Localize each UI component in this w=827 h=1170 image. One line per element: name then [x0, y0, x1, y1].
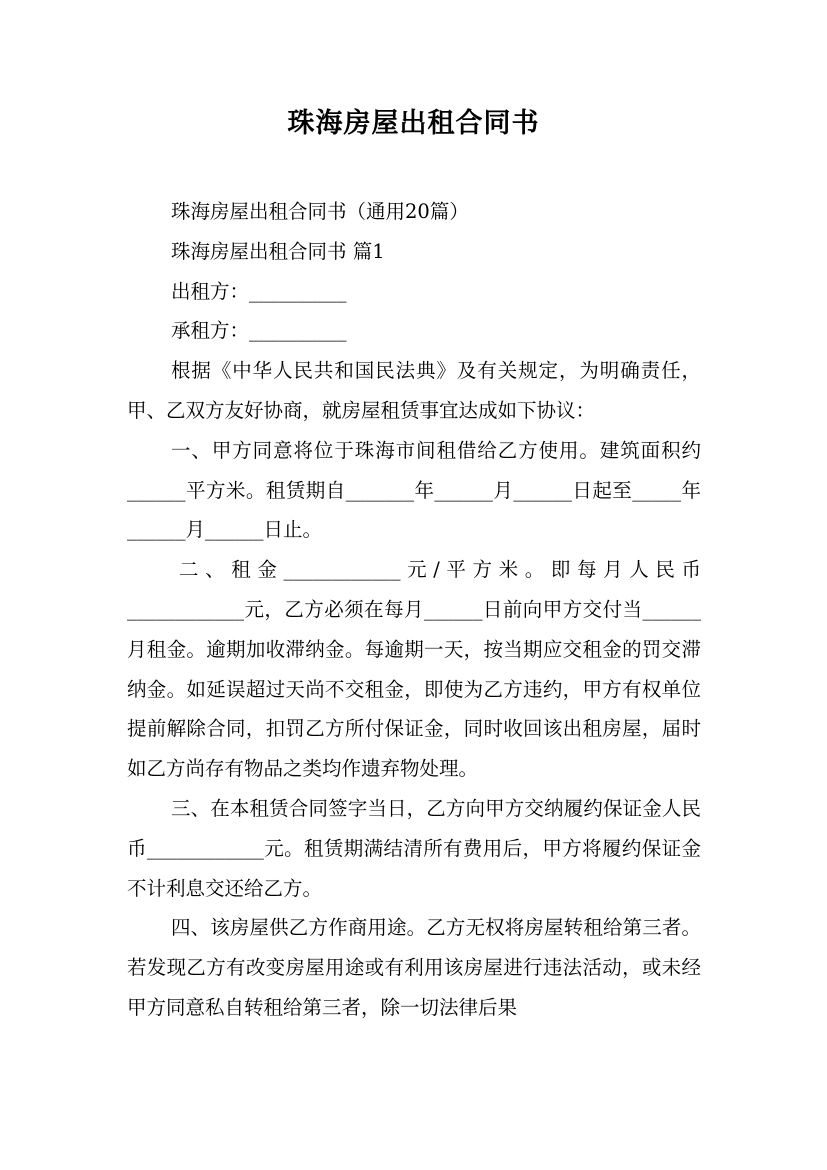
paragraph-section-heading: 珠海房屋出租合同书 篇1	[171, 239, 385, 263]
paragraph-clause-1: 一、甲方同意将位于珠海市间租借给乙方使用。建筑面积约______平方米。租赁期自_______年______月______日起至_____年______月______日止。	[127, 438, 701, 542]
document-body	[127, 192, 701, 1028]
document-title: 珠海房屋出租合同书	[287, 108, 540, 139]
paragraph-subtitle: 珠海房屋出租合同书（通用20篇）	[171, 200, 469, 223]
paragraph-clause-2: 二、租金____________元/平方米。即每月人民币____________元，乙方必须在每月______日前向甲方交付当______月租金。逾期加收滞纳金。每逾期一天，按当期应交租金的罚交滞纳金。如延误超过天尚不交租金，即使为乙方违约，甲方有权单位提前解除合同，扣罚乙方所付保证金，同时收回该出租房屋，届时如乙方尚存有物品之类均作遗弃物处理。	[127, 558, 701, 781]
paragraph-clause-4: 四、该房屋供乙方作商用途。乙方无权将房屋转租给第三者。若发现乙方有改变房屋用途或有利用该房屋进行违法活动，或未经甲方同意私自转租给第三者，除一切法律后果	[127, 916, 701, 1019]
paragraph-lessor: 出租方：__________	[171, 279, 347, 303]
paragraph-clause-3: 三、在本租赁合同签字当日，乙方向甲方交纳履约保证金人民币____________元。租赁期满结清所有费用后，甲方将履约保证金不计利息交还给乙方。	[127, 796, 701, 900]
paragraph-preamble: 根据《中华人民共和国民法典》及有关规定，为明确责任，甲、乙双方友好协商，就房屋租赁事宜达成如下协议：	[127, 359, 701, 422]
paragraph-lessee: 承租方：__________	[171, 319, 347, 343]
